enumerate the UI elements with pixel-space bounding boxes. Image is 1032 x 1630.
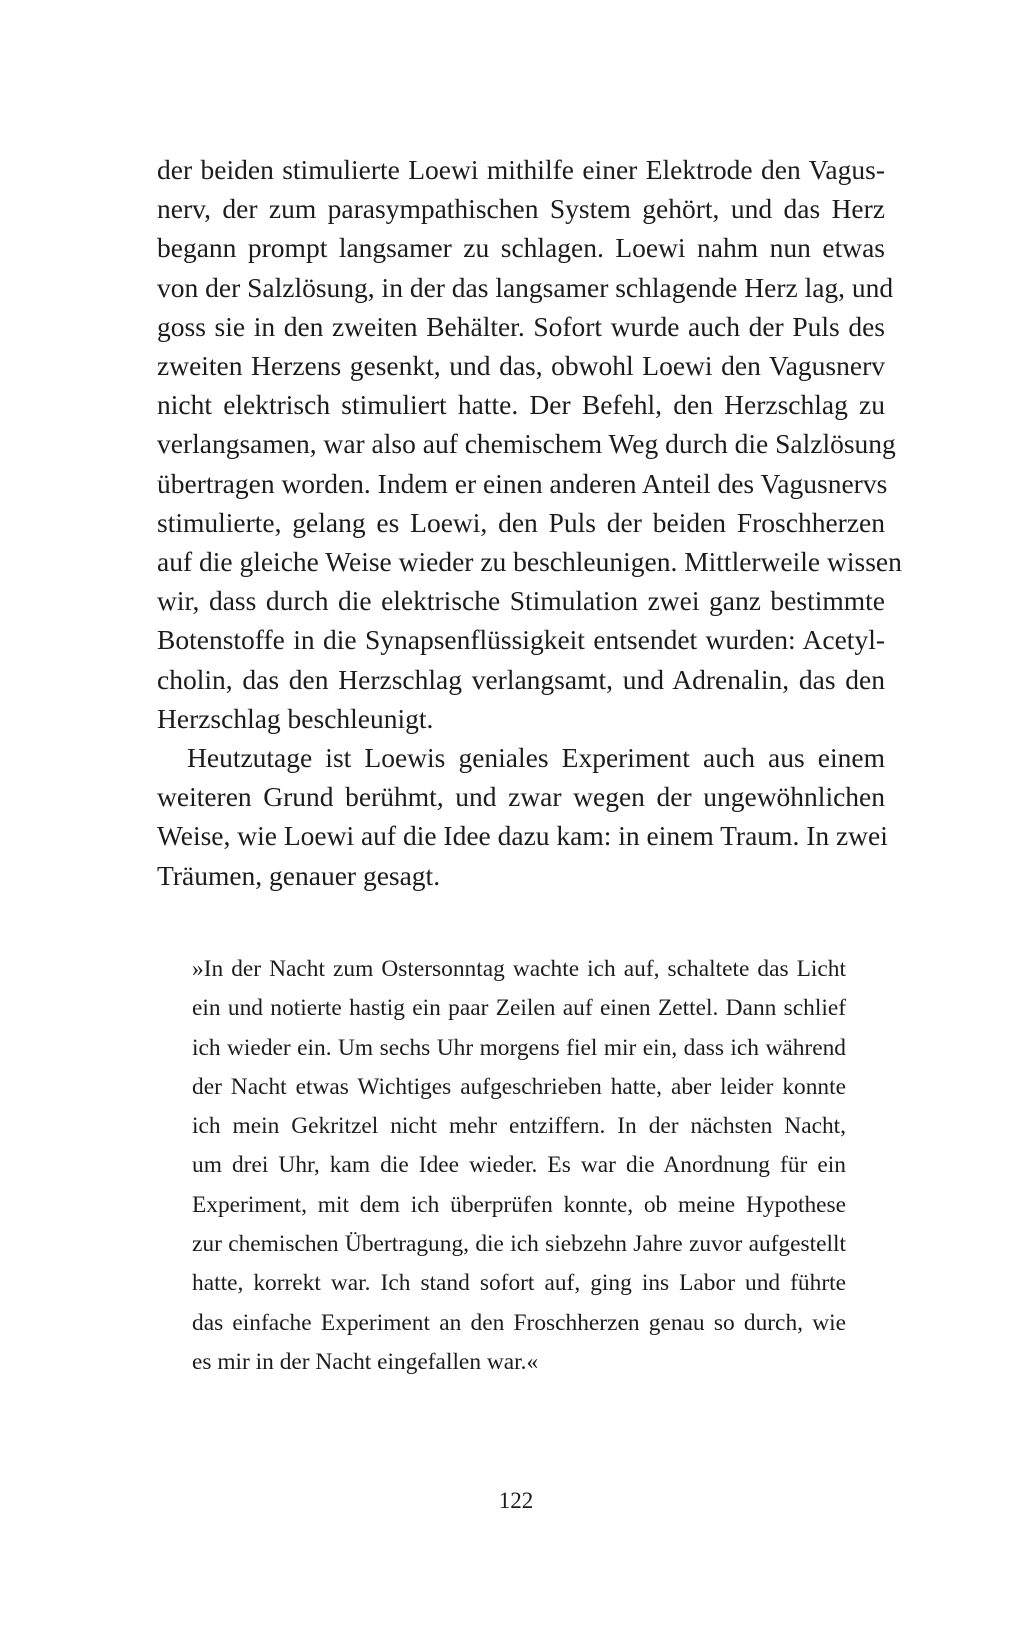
text-line: Weise, wie Loewi auf die Idee dazu kam: in einem Traum. In zwei <box>157 820 888 852</box>
text-line: goss sie in den zweiten Behälter. Sofort wurde auch der Puls des <box>157 310 885 342</box>
text-line: verlangsamen, war also auf chemischem Weg durch die Salzlösung <box>157 428 896 460</box>
quote-line: ein und notierte hastig ein paar Zeilen auf einen Zettel. Dann schlief <box>192 995 846 1022</box>
text-line: Herzschlag beschleunigt. <box>157 702 434 734</box>
quote-line: ich wieder ein. Um sechs Uhr morgens fiel mir ein, dass ich während <box>192 1034 846 1061</box>
text-line: Botenstoffe in die Synapsenflüssigkeit entsendet wurden: Acetyl- <box>157 624 885 656</box>
text-line: wir, dass durch die elektrische Stimulation zwei ganz bestimmte <box>157 585 885 617</box>
text-line: Heutzutage ist Loewis geniales Experiment auch aus einem <box>187 742 885 774</box>
paragraph-2 <box>157 738 888 895</box>
text-line: übertragen worden. Indem er einen anderen Anteil des Vagusnervs <box>157 467 888 499</box>
body-text <box>157 150 902 895</box>
quote-line: es mir in der Nacht eingefallen war.« <box>192 1348 539 1375</box>
text-line: auf die gleiche Weise wieder zu beschleunigen. Mittlerweile wissen <box>157 546 902 578</box>
text-line: von der Salzlösung, in der das langsamer schlagende Herz lag, und <box>157 271 894 303</box>
text-line: zweiten Herzens gesenkt, und das, obwohl Loewi den Vagusnerv <box>157 350 885 382</box>
block-quote <box>192 950 846 1382</box>
text-line: weiteren Grund berühmt, und zwar wegen der ungewöhnlichen <box>157 781 885 813</box>
text-line: nicht elektrisch stimuliert hatte. Der Befehl, den Herzschlag zu <box>157 389 885 421</box>
text-line: der beiden stimulierte Loewi mithilfe einer Elektrode den Vagus- <box>157 154 885 185</box>
text-line: stimulierte, gelang es Loewi, den Puls der beiden Froschherzen <box>157 506 885 538</box>
quote-line: Experiment, mit dem ich überprüfen konnte, ob meine Hypothese <box>192 1191 846 1218</box>
quote-line: der Nacht etwas Wichtiges aufgeschrieben hatte, aber leider konnte <box>192 1073 846 1100</box>
page-number: 122 <box>498 1488 534 1513</box>
text-line: cholin, das den Herzschlag verlangsamt, und Adrenalin, das den <box>157 663 885 695</box>
quote-line: zur chemischen Übertragung, die ich siebzehn Jahre zuvor aufgestellt <box>192 1231 846 1258</box>
paragraph-1 <box>157 150 902 738</box>
quote-line: um drei Uhr, kam die Idee wieder. Es war die Anordnung für ein <box>192 1152 846 1179</box>
quote-line: das einfache Experiment an den Froschherzen genau so durch, wie <box>192 1309 846 1336</box>
text-line: nerv, der zum parasympathischen System gehört, und das Herz <box>157 193 885 225</box>
quote-line: »In der Nacht zum Ostersonntag wachte ich auf, schaltete das Licht <box>192 956 846 982</box>
text-line: Träumen, genauer gesagt. <box>157 859 441 891</box>
quote-line: ich mein Gekritzel nicht mehr entziffern. In der nächsten Nacht, <box>192 1113 846 1140</box>
text-line: begann prompt langsamer zu schlagen. Loewi nahm nun etwas <box>157 232 885 264</box>
quote-line: hatte, korrekt war. Ich stand sofort auf, ging ins Labor und führte <box>192 1270 846 1297</box>
